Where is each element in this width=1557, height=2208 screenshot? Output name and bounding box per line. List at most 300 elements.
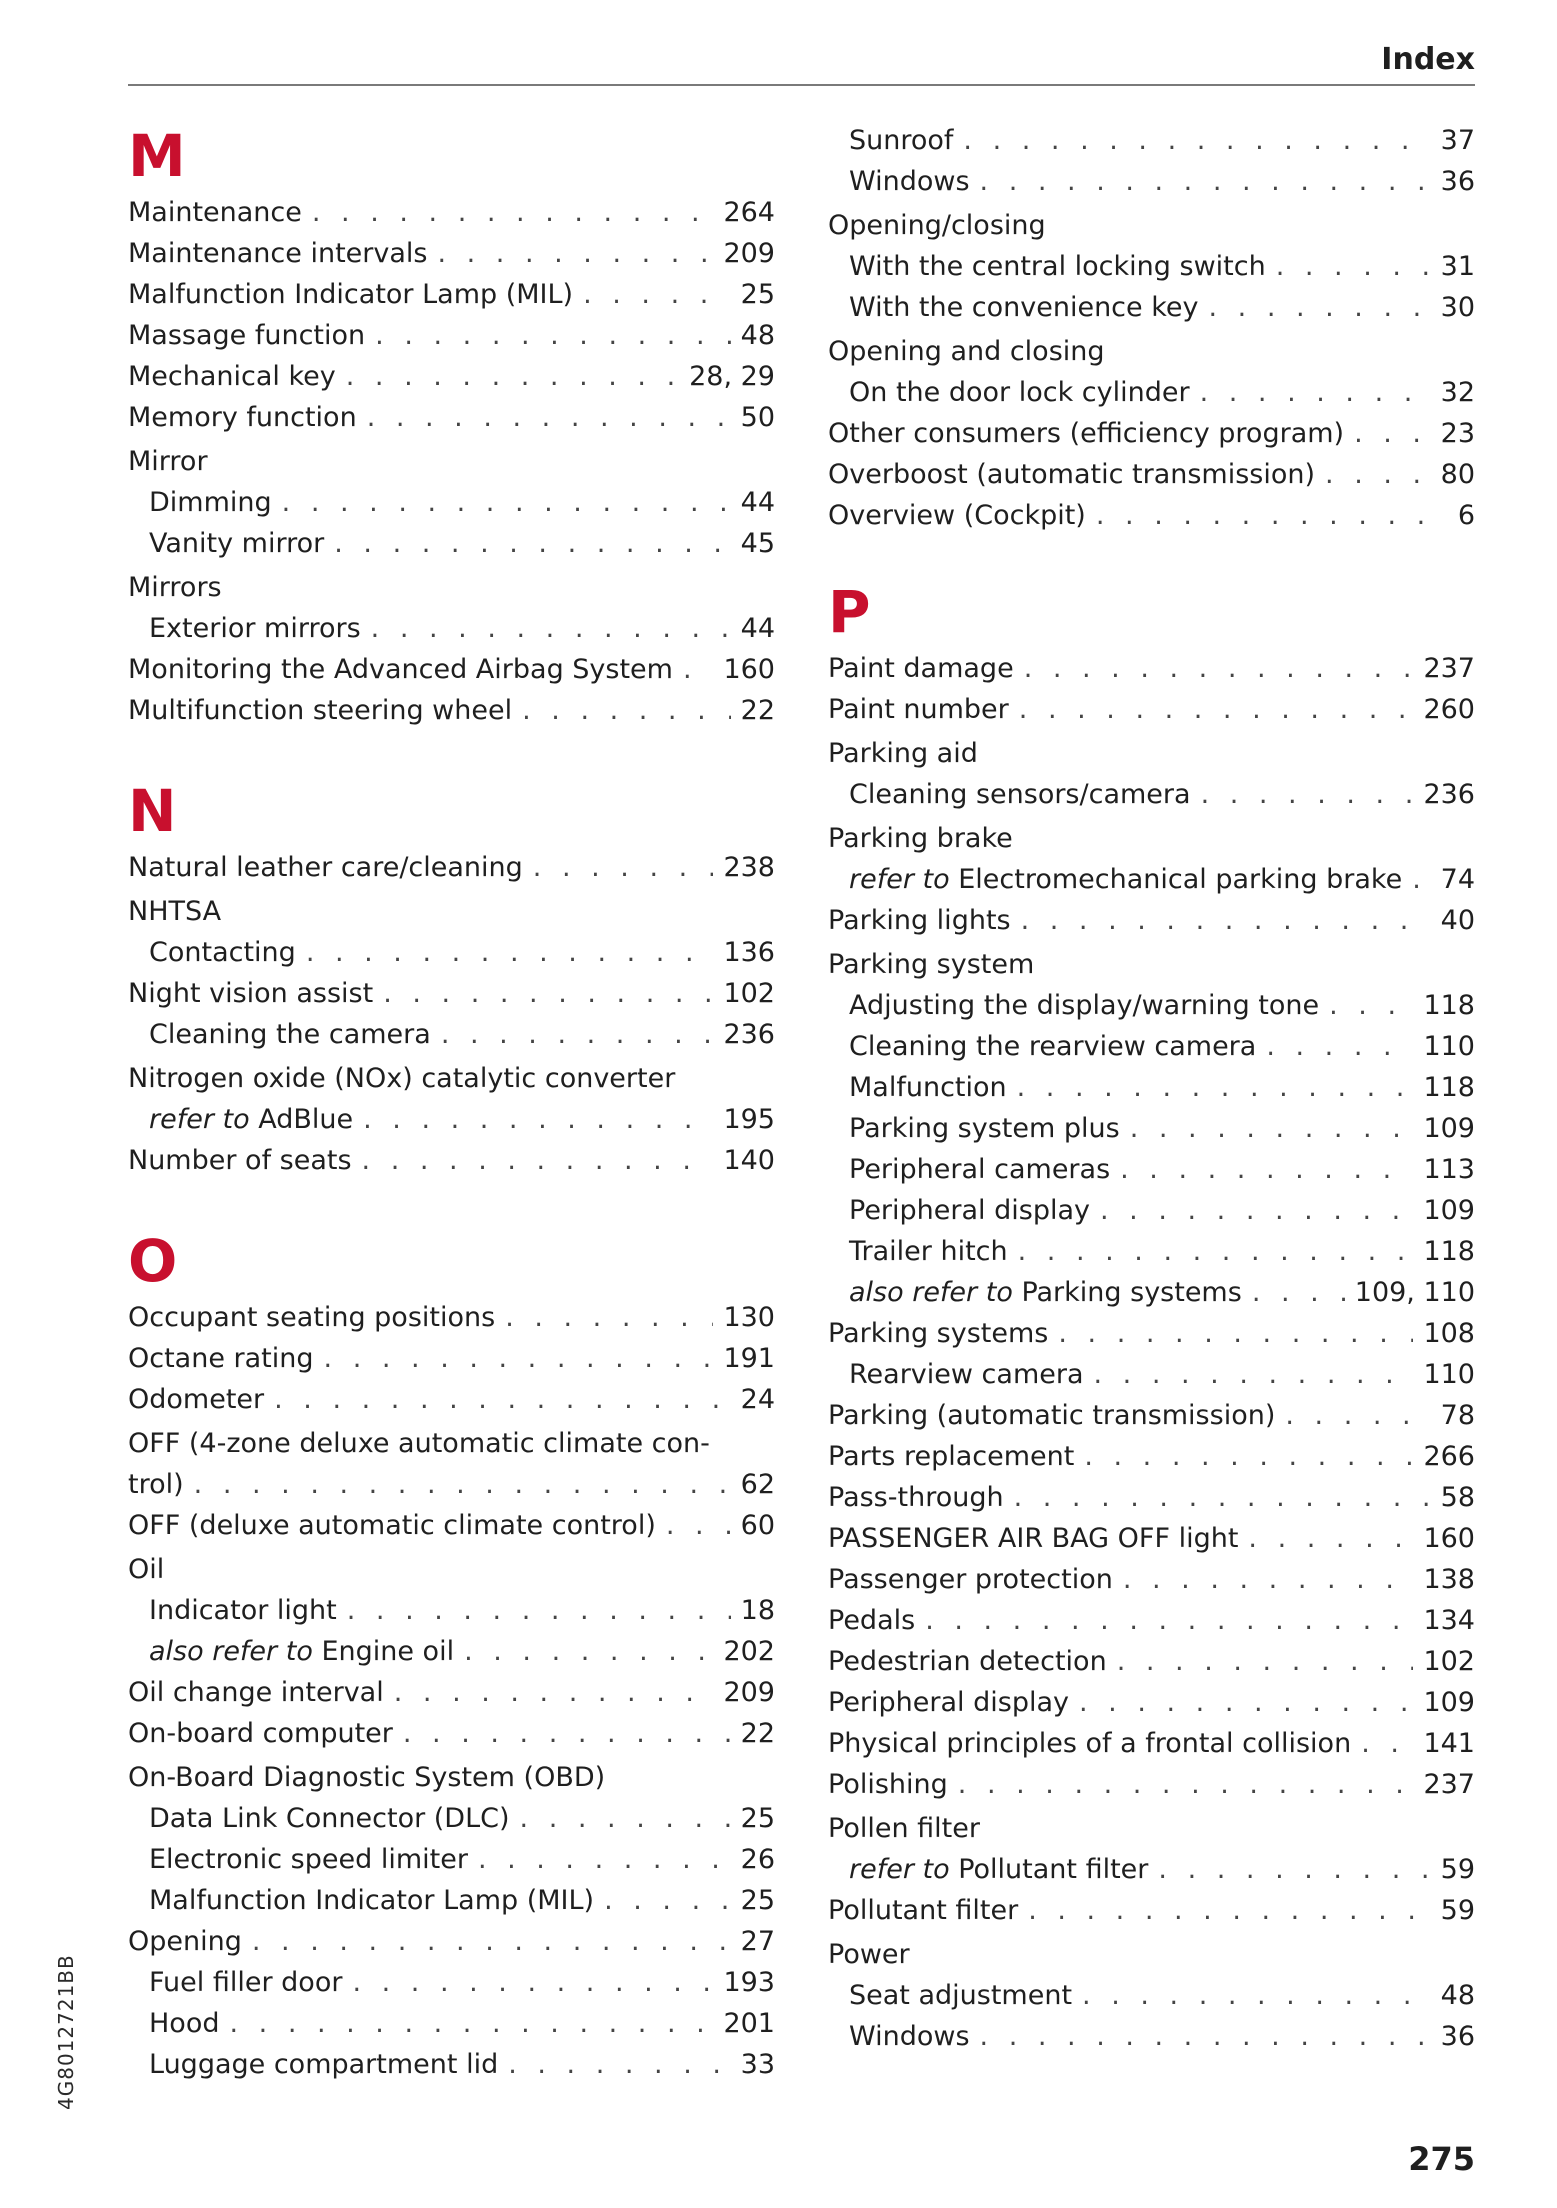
entry-label xyxy=(128,567,222,608)
entry-label xyxy=(128,397,357,438)
index-entry xyxy=(128,356,775,397)
index-entry xyxy=(828,120,1475,161)
leader-dots xyxy=(1123,1559,1414,1600)
leader-dots xyxy=(252,1921,731,1962)
index-entry xyxy=(128,932,775,973)
index-entry xyxy=(828,1231,1475,1272)
index-entry xyxy=(828,1272,1475,1313)
index-entry xyxy=(828,1026,1475,1067)
entry-label xyxy=(149,523,324,564)
entry-page-ref: 264 xyxy=(723,197,775,228)
entry-label xyxy=(828,1313,1048,1354)
entry-page-ref: 40 xyxy=(1440,905,1475,936)
entry-text: OFF (4-zone deluxe automatic climate con- xyxy=(128,1428,710,1459)
entry-label xyxy=(828,1641,1107,1682)
entry-text: Indicator light xyxy=(149,1595,337,1626)
entry-label xyxy=(828,1477,1004,1518)
entry-text: PASSENGER AIR BAG OFF light xyxy=(828,1523,1239,1554)
entry-label xyxy=(128,1140,352,1181)
entry-label xyxy=(128,891,221,932)
entry-text: On-board computer xyxy=(128,1718,393,1749)
entry-page-ref: 138 xyxy=(1423,1564,1475,1595)
index-entry xyxy=(128,973,775,1014)
entry-label xyxy=(128,1921,242,1962)
entry-page-ref: 113 xyxy=(1423,1154,1475,1185)
index-entry xyxy=(828,1559,1475,1600)
entry-page-ref: 238 xyxy=(723,852,775,883)
index-entry xyxy=(828,413,1475,454)
index-entry xyxy=(128,649,775,690)
leader-dots xyxy=(1252,1272,1345,1313)
entry-text: Vanity mirror xyxy=(149,528,325,559)
index-entry xyxy=(128,690,775,731)
index-entry xyxy=(828,1641,1475,1682)
index-entry xyxy=(828,246,1475,287)
entry-text: AdBlue xyxy=(258,1104,354,1135)
entry-text: Malfunction Indicator Lamp (MIL) xyxy=(128,279,574,310)
leader-dots xyxy=(1058,1313,1413,1354)
leader-dots xyxy=(375,315,730,356)
cross-reference-prefix: also refer to xyxy=(149,1636,313,1667)
entry-page-ref: 136 xyxy=(723,937,775,968)
index-entry xyxy=(828,287,1475,328)
index-entry xyxy=(128,608,775,649)
leader-dots xyxy=(1354,413,1431,454)
index-entry xyxy=(828,495,1475,536)
entry-text: Windows xyxy=(849,2021,970,2052)
index-entry xyxy=(128,1921,775,1962)
leader-dots xyxy=(437,233,713,274)
leader-dots xyxy=(346,356,679,397)
index-entry xyxy=(128,1379,775,1420)
entry-label xyxy=(849,1849,1148,1890)
entry-text: Peripheral display xyxy=(828,1687,1069,1718)
entry-label xyxy=(149,1880,594,1921)
entry-label xyxy=(149,1014,431,1055)
entry-text: Pedestrian detection xyxy=(828,1646,1107,1677)
entry-label xyxy=(128,356,336,397)
entry-text: Opening and closing xyxy=(828,336,1105,367)
entry-page-ref: 78 xyxy=(1440,1400,1475,1431)
entry-page-ref: 48 xyxy=(1440,1980,1475,2011)
entry-label xyxy=(128,1713,393,1754)
entry-text: Physical principles of a frontal collision xyxy=(828,1728,1352,1759)
entry-label xyxy=(149,932,296,973)
entry-page-ref: 109 xyxy=(1423,1195,1475,1226)
leader-dots xyxy=(1130,1108,1414,1149)
section-letter: N xyxy=(128,777,177,845)
entry-page-ref: 109, 110 xyxy=(1354,1277,1475,1308)
entry-page-ref: 118 xyxy=(1423,1236,1475,1267)
entry-label xyxy=(828,454,1315,495)
leader-dots xyxy=(1084,1436,1413,1477)
entry-text: Mirrors xyxy=(128,572,222,603)
entry-page-ref: 80 xyxy=(1440,459,1475,490)
entry-page-ref: 130 xyxy=(723,1302,775,1333)
leader-dots xyxy=(1117,1641,1414,1682)
index-entry xyxy=(128,2044,775,2085)
entry-text: Number of seats xyxy=(128,1145,352,1176)
index-entry xyxy=(828,774,1475,815)
leader-dots xyxy=(1412,859,1430,900)
entry-page-ref: 237 xyxy=(1423,653,1475,684)
entry-text: Windows xyxy=(849,166,970,197)
entry-label xyxy=(828,1559,1113,1600)
index-section xyxy=(128,1225,775,2085)
index-entry xyxy=(828,1600,1475,1641)
leader-dots xyxy=(1014,1477,1431,1518)
entry-text: NHTSA xyxy=(128,896,222,927)
document-code: 4G8012721BB xyxy=(54,1954,78,2110)
entry-page-ref: 201 xyxy=(723,2008,775,2039)
entry-label xyxy=(149,1962,342,2003)
cross-reference-prefix: refer to xyxy=(849,864,950,895)
entry-label xyxy=(849,859,1402,900)
leader-dots xyxy=(363,1099,713,1140)
entry-text: Multifunction steering wheel xyxy=(128,695,513,726)
entry-text: Occupant seating positions xyxy=(128,1302,496,1333)
entry-text: On the door lock cylinder xyxy=(849,377,1190,408)
entry-page-ref: 209 xyxy=(723,1677,775,1708)
entry-text: Malfunction Indicator Lamp (MIL) xyxy=(149,1885,595,1916)
entry-page-ref: 118 xyxy=(1423,990,1475,1021)
entry-page-ref: 110 xyxy=(1423,1031,1475,1062)
entry-label xyxy=(128,1058,675,1099)
entry-label xyxy=(128,233,427,274)
entry-label xyxy=(849,246,1266,287)
entry-page-ref: 140 xyxy=(723,1145,775,1176)
leader-dots xyxy=(925,1600,1413,1641)
entry-label xyxy=(849,161,970,202)
entry-text: Luggage compartment lid xyxy=(149,2049,499,2080)
entry-label xyxy=(828,1518,1238,1559)
leader-dots xyxy=(352,1962,713,2003)
index-entry xyxy=(828,1975,1475,2016)
entry-text: Octane rating xyxy=(128,1343,314,1374)
entry-text: Pollutant filter xyxy=(828,1895,1019,1926)
entry-text: Passenger protection xyxy=(828,1564,1113,1595)
entry-label xyxy=(828,495,1086,536)
entry-label xyxy=(849,1026,1256,1067)
entry-label xyxy=(149,1631,454,1672)
leader-dots xyxy=(1266,1026,1413,1067)
entry-label xyxy=(828,944,1034,985)
entry-text: Hood xyxy=(149,2008,220,2039)
index-heading xyxy=(828,1808,1475,1849)
entry-page-ref: 37 xyxy=(1440,125,1475,156)
entry-label xyxy=(849,774,1191,815)
entry-label xyxy=(828,1808,980,1849)
leader-dots xyxy=(508,2044,730,2085)
entry-page-ref: 59 xyxy=(1440,1854,1475,1885)
entry-page-ref: 134 xyxy=(1423,1605,1475,1636)
leader-dots xyxy=(347,1590,731,1631)
index-entry xyxy=(828,648,1475,689)
index-heading xyxy=(828,818,1475,859)
leader-dots xyxy=(403,1713,731,1754)
index-entry xyxy=(828,1849,1475,1890)
entry-label xyxy=(849,2016,970,2057)
entry-label xyxy=(828,1723,1351,1764)
page-header xyxy=(128,38,1475,86)
leader-dots xyxy=(533,847,714,888)
entry-label xyxy=(149,2044,498,2085)
index-entry xyxy=(128,397,775,438)
index-entry xyxy=(128,1338,775,1379)
entry-label xyxy=(828,1436,1074,1477)
entry-text: Parking lights xyxy=(828,905,1011,936)
leader-dots xyxy=(1208,287,1430,328)
entry-label xyxy=(849,1067,1007,1108)
entry-text: Odometer xyxy=(128,1384,265,1415)
entry-label xyxy=(128,1757,605,1798)
entry-text: Pollen filter xyxy=(828,1813,980,1844)
entry-text: Trailer hitch xyxy=(849,1236,1008,1267)
entry-text: Overview (Cockpit) xyxy=(828,500,1086,531)
index-section xyxy=(128,775,775,1181)
entry-page-ref: 237 xyxy=(1423,1769,1475,1800)
index-entry xyxy=(828,1682,1475,1723)
leader-dots xyxy=(464,1631,713,1672)
leader-dots xyxy=(1158,1849,1430,1890)
entry-text: Pollutant filter xyxy=(958,1854,1149,1885)
leader-dots xyxy=(1276,246,1431,287)
entry-page-ref: 102 xyxy=(1423,1646,1475,1677)
index-entry xyxy=(828,2016,1475,2057)
entry-text: Natural leather care/cleaning xyxy=(128,852,523,883)
entry-page-ref: 32 xyxy=(1440,377,1475,408)
entry-label xyxy=(128,192,302,233)
entry-label xyxy=(828,1682,1069,1723)
entry-page-ref: 22 xyxy=(740,695,775,726)
entry-label xyxy=(128,847,523,888)
entry-text: Seat adjustment xyxy=(849,1980,1073,2011)
entry-text: Cleaning the camera xyxy=(149,1019,431,1050)
entry-page-ref: 33 xyxy=(740,2049,775,2080)
entry-page-ref: 62 xyxy=(740,1469,775,1500)
index-entry xyxy=(128,233,775,274)
leader-dots xyxy=(980,2016,1431,2057)
entry-page-ref: 25 xyxy=(740,1803,775,1834)
entry-text: Parking brake xyxy=(828,823,1013,854)
leader-dots xyxy=(1285,1395,1430,1436)
entry-page-ref: 6 xyxy=(1457,500,1475,531)
leader-dots xyxy=(371,608,731,649)
entry-text: Maintenance xyxy=(128,197,302,228)
entry-label xyxy=(128,1297,495,1338)
entry-text: Parking (automatic transmission) xyxy=(828,1400,1276,1431)
entry-page-ref: 236 xyxy=(723,1019,775,1050)
leader-dots xyxy=(1094,1354,1414,1395)
entry-page-ref: 160 xyxy=(723,654,775,685)
leader-dots xyxy=(1028,1890,1430,1931)
cross-reference-prefix: refer to xyxy=(849,1854,950,1885)
leader-dots xyxy=(229,2003,713,2044)
entry-text: Power xyxy=(828,1939,910,1970)
entry-label xyxy=(849,1354,1084,1395)
entry-text: Pass-through xyxy=(828,1482,1004,1513)
entry-label xyxy=(149,1590,337,1631)
entry-label xyxy=(828,900,1011,941)
leader-dots xyxy=(362,1140,714,1181)
entry-label xyxy=(828,1764,948,1805)
entry-text: Sunroof xyxy=(849,125,954,156)
entry-label xyxy=(128,690,512,731)
index-entry xyxy=(128,1880,775,1921)
leader-dots xyxy=(324,1338,714,1379)
entry-text: Electromechanical parking brake xyxy=(958,864,1403,895)
header-title: Index xyxy=(1381,42,1475,77)
entry-page-ref: 74 xyxy=(1440,864,1475,895)
entry-text: Malfunction xyxy=(849,1072,1007,1103)
entry-text: Other consumers (efficiency program) xyxy=(828,418,1345,449)
entry-text: Parking system xyxy=(828,949,1035,980)
entry-text: Parking aid xyxy=(828,738,978,769)
entry-text: Parking system plus xyxy=(849,1113,1120,1144)
index-heading xyxy=(128,1549,775,1590)
leader-dots xyxy=(1325,454,1431,495)
index-entry xyxy=(828,1436,1475,1477)
entry-label xyxy=(849,1108,1120,1149)
entry-text: On-Board Diagnostic System (OBD) xyxy=(128,1762,606,1793)
entry-label xyxy=(828,1395,1275,1436)
index-entry xyxy=(828,1764,1475,1805)
entry-page-ref: 109 xyxy=(1423,1687,1475,1718)
entry-label xyxy=(828,1934,910,1975)
entry-label xyxy=(149,1798,510,1839)
index-heading xyxy=(128,441,775,482)
entry-text: Exterior mirrors xyxy=(149,613,361,644)
entry-page-ref: 266 xyxy=(1423,1441,1475,1472)
entry-page-ref: 26 xyxy=(740,1844,775,1875)
index-entry xyxy=(128,1962,775,2003)
entry-page-ref: 36 xyxy=(1440,2021,1475,2052)
entry-label xyxy=(849,1975,1072,2016)
section-letter: O xyxy=(128,1227,178,1295)
index-entry xyxy=(828,1313,1475,1354)
leader-dots xyxy=(666,1505,731,1546)
index-entry xyxy=(828,900,1475,941)
entry-label xyxy=(849,120,953,161)
leader-dots xyxy=(1018,1231,1414,1272)
index-section xyxy=(828,576,1475,2057)
entry-page-ref: 25 xyxy=(740,1885,775,1916)
entry-text: Electronic speed limiter xyxy=(149,1844,468,1875)
entry-text: Cleaning sensors/camera xyxy=(849,779,1191,810)
entry-page-ref: 44 xyxy=(740,487,775,518)
left-column xyxy=(128,120,775,2129)
index-entry xyxy=(828,1067,1475,1108)
index-entry xyxy=(128,1099,775,1140)
index-entry xyxy=(128,315,775,356)
entry-page-ref: 118 xyxy=(1423,1072,1475,1103)
index-entry xyxy=(828,161,1475,202)
entry-page-ref: 30 xyxy=(1440,292,1475,323)
leader-dots xyxy=(1120,1149,1413,1190)
entry-label xyxy=(128,1505,656,1546)
entry-label xyxy=(128,1464,184,1505)
entry-label xyxy=(849,1231,1008,1272)
entry-text: Night vision assist xyxy=(128,978,374,1009)
leader-dots xyxy=(1329,985,1413,1026)
entry-text: Pedals xyxy=(828,1605,916,1636)
entry-label xyxy=(828,413,1344,454)
entry-text: Opening xyxy=(128,1926,242,1957)
entry-label xyxy=(828,648,1014,689)
index-entry xyxy=(128,1297,775,1338)
index-heading xyxy=(828,205,1475,246)
leader-dots xyxy=(1017,1067,1414,1108)
leader-dots xyxy=(1200,372,1431,413)
cross-reference-prefix: refer to xyxy=(149,1104,250,1135)
entry-page-ref: 23 xyxy=(1440,418,1475,449)
entry-page-ref: 109 xyxy=(1423,1113,1475,1144)
index-entry xyxy=(828,1890,1475,1931)
entry-page-ref: 236 xyxy=(1423,779,1475,810)
entry-text: Parts replacement xyxy=(828,1441,1075,1472)
entry-page-ref: 24 xyxy=(740,1384,775,1415)
entry-label xyxy=(128,973,373,1014)
index-entry xyxy=(828,454,1475,495)
entry-label xyxy=(128,274,573,315)
cross-reference-prefix: also refer to xyxy=(849,1277,1013,1308)
entry-text: Adjusting the display/warning tone xyxy=(849,990,1320,1021)
entry-page-ref: 141 xyxy=(1423,1728,1475,1759)
entry-text: Monitoring the Advanced Airbag System xyxy=(128,654,673,685)
leader-dots xyxy=(1361,1723,1413,1764)
leader-dots xyxy=(274,1379,731,1420)
entry-text: Opening/closing xyxy=(828,210,1046,241)
entry-page-ref: 59 xyxy=(1440,1895,1475,1926)
index-entry xyxy=(828,1108,1475,1149)
leader-dots xyxy=(963,120,1430,161)
entry-page-ref: 195 xyxy=(723,1104,775,1135)
leader-dots xyxy=(583,274,731,315)
leader-dots xyxy=(604,1880,731,1921)
entry-page-ref: 108 xyxy=(1423,1318,1475,1349)
entry-label xyxy=(828,1600,915,1641)
entry-label xyxy=(149,1839,468,1880)
index-section xyxy=(128,120,775,731)
entry-page-ref: 18 xyxy=(740,1595,775,1626)
entry-label xyxy=(849,985,1319,1026)
entry-page-ref: 48 xyxy=(740,320,775,351)
leader-dots xyxy=(683,649,713,690)
index-entry xyxy=(128,1839,775,1880)
leader-dots xyxy=(958,1764,1414,1805)
entry-text: Paint number xyxy=(828,694,1009,725)
leader-dots xyxy=(367,397,731,438)
entry-text: Nitrogen oxide (NOx) catalytic converter xyxy=(128,1063,676,1094)
entry-label xyxy=(828,689,1009,730)
leader-dots xyxy=(334,523,730,564)
index-section xyxy=(828,120,1475,536)
entry-page-ref: 191 xyxy=(723,1343,775,1374)
entry-text: Peripheral display xyxy=(849,1195,1090,1226)
leader-dots xyxy=(980,161,1431,202)
entry-text: With the central locking switch xyxy=(849,251,1266,282)
entry-label xyxy=(149,482,272,523)
entry-text: With the convenience key xyxy=(849,292,1199,323)
entry-page-ref: 102 xyxy=(723,978,775,1009)
leader-dots xyxy=(394,1672,714,1713)
section-letter: P xyxy=(828,578,871,646)
leader-dots xyxy=(1096,495,1448,536)
index-heading xyxy=(128,1058,775,1099)
index-entry xyxy=(828,985,1475,1026)
entry-text: Polishing xyxy=(828,1769,948,1800)
entry-label xyxy=(128,441,208,482)
